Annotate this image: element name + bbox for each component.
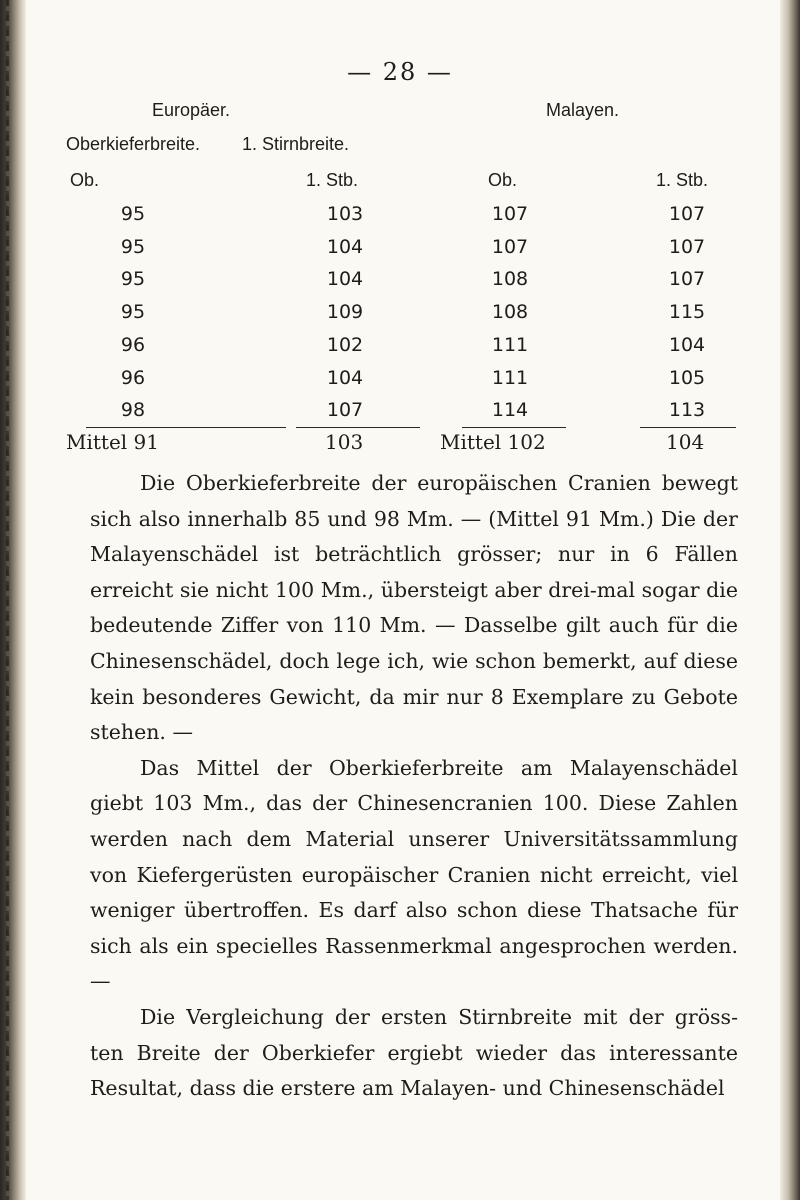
column-header-europe-stb: 1. Stb. — [306, 170, 359, 190]
cell-europe-ob: 95 — [120, 236, 146, 258]
cell-malay-stb: 113 — [668, 399, 706, 421]
cell-malay-ob: 107 — [491, 236, 529, 258]
sum-rule-europe-ob — [86, 427, 286, 428]
mean-europe-stb: 103 — [325, 430, 364, 454]
column-header-europe-ob: Ob. — [70, 170, 100, 190]
cell-europe-stb: 109 — [326, 301, 364, 323]
cell-europe-stb: 103 — [326, 203, 364, 225]
column-header-malay-ob: Ob. — [488, 170, 518, 190]
sum-rule-malay-ob — [462, 427, 566, 428]
cell-malay-ob: 107 — [491, 203, 529, 225]
cell-europe-ob: 96 — [120, 334, 146, 356]
cell-malay-ob: 114 — [491, 399, 529, 421]
sum-rule-malay-stb — [640, 427, 736, 428]
cell-malay-ob: 108 — [491, 268, 529, 290]
subheading-forehead-width: 1. Stirnbreite. — [242, 134, 350, 154]
paragraph: Die Vergleichung der ersten Stirnbreite mit der gröss-ten Breite der Oberkiefer ergiebt wieder das interessante Resultat, dass die erstere am Malayen- und Chinesenschädel — [90, 1004, 738, 1101]
page-number: — 28 — — [347, 58, 453, 86]
book-spine-left — [0, 0, 26, 1200]
sum-rule-europe-stb — [296, 427, 420, 428]
cell-malay-ob: 108 — [491, 301, 529, 323]
cell-europe-stb: 104 — [326, 367, 364, 389]
cell-europe-stb: 107 — [326, 399, 364, 421]
paragraph: Das Mittel der Oberkieferbreite am Malayenschädel giebt 103 Mm., das der Chinesencranien 100. Diese Zahlen werden nach dem Material unserer Universitätssammlung von Kiefergerüsten europäischer Cranien nicht erreicht, viel weniger übertroffen. Es darf also schon diese Thatsache für sich als ein specielles Rassenmerkmal angesprochen werden. — — [90, 755, 738, 994]
cell-europe-ob: 95 — [120, 301, 146, 323]
book-edge-right — [780, 0, 800, 1200]
mean-malay-ob: Mittel 102 — [440, 430, 546, 454]
cell-malay-ob: 111 — [491, 334, 529, 356]
cell-europe-ob: 95 — [120, 268, 146, 290]
mean-europe-ob: Mittel 91 — [66, 430, 159, 454]
cell-malay-stb: 107 — [668, 203, 706, 225]
mean-malay-stb: 104 — [666, 430, 705, 454]
cell-malay-stb: 107 — [668, 268, 706, 290]
column-header-malay-stb: 1. Stb. — [656, 170, 709, 190]
cell-malay-stb: 107 — [668, 236, 706, 258]
cell-malay-stb: 104 — [668, 334, 706, 356]
cell-europe-stb: 104 — [326, 268, 364, 290]
cell-malay-stb: 105 — [668, 367, 706, 389]
subheading-upper-jaw-width: Oberkieferbreite. — [66, 134, 201, 154]
cell-europe-ob: 96 — [120, 367, 146, 389]
cell-europe-stb: 104 — [326, 236, 364, 258]
cell-europe-ob: 98 — [120, 399, 146, 421]
paragraph: Die Oberkieferbreite der europäischen Cranien bewegt sich also innerhalb 85 und 98 Mm. — (Mittel 91 Mm.) Die der Malayenschädel ist beträchtlich grösser; nur in 6 Fällen erreicht sie nicht 100 Mm., übersteigt aber drei-mal sogar die bedeutende Ziffer von 110 Mm. — Dasselbe gilt auch für die Chinesenschädel, doch lege ich, wie schon bemerkt, auf diese kein besonderes Gewicht, da mir nur 8 Exemplare zu Gebote stehen. — — [90, 471, 738, 745]
group-heading-europeans: Europäer. — [152, 100, 231, 120]
cell-europe-ob: 95 — [120, 203, 146, 225]
cell-malay-ob: 111 — [491, 367, 529, 389]
body-text — [90, 466, 738, 1107]
cell-europe-stb: 102 — [326, 334, 364, 356]
cell-malay-stb: 115 — [668, 301, 706, 323]
group-heading-malays: Malayen. — [546, 100, 620, 120]
